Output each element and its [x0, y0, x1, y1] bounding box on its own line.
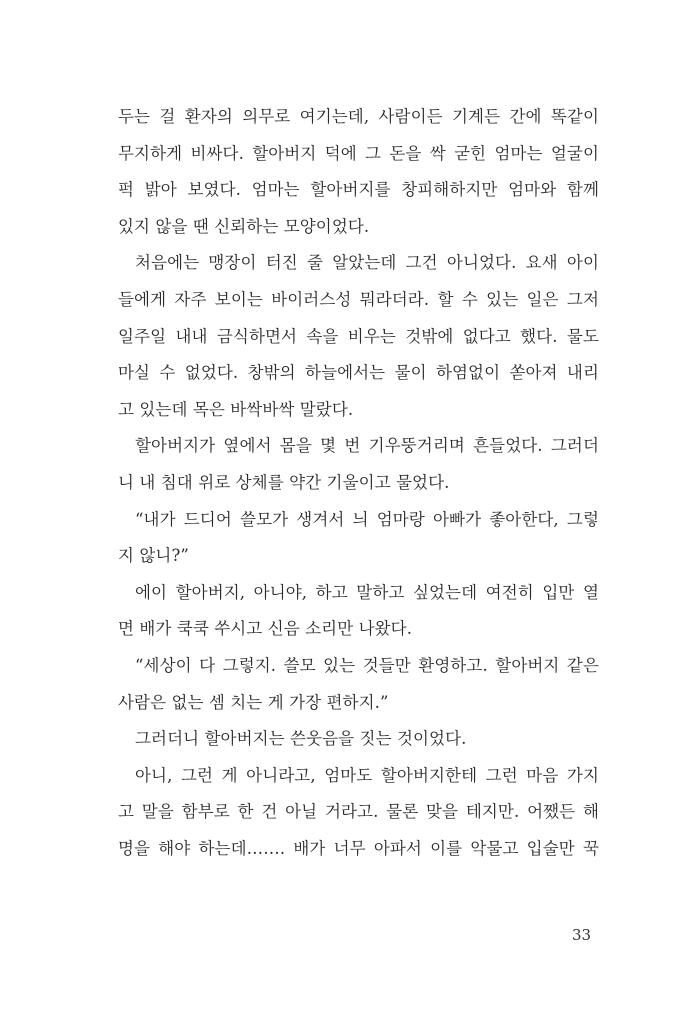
- text-line: 사람은 없는 셈 치는 게 가장 편하지.”: [118, 692, 389, 712]
- text-line: 일주일 내내 금식하면서 속을 비우는 것밖에 없다고 했다. 물도: [118, 326, 599, 346]
- text-line: 니 내 침대 위로 상체를 약간 기울이고 물었다.: [118, 472, 450, 492]
- paragraph: [118, 758, 599, 868]
- text-line: 마실 수 없었다. 창밖의 하늘에서는 물이 하염없이 쏟아져 내리: [118, 363, 599, 383]
- text-line: 할아버지가 옆에서 몸을 몇 번 기우뚱거리며 흔들었다. 그러더: [135, 436, 599, 456]
- text-line: 두는 걸 환자의 의무로 여기는데, 사람이든 기계든 간에 똑같이: [118, 107, 599, 126]
- body-text: [118, 99, 599, 867]
- paragraph: [118, 575, 599, 648]
- text-line: 에이 할아버지, 아니야, 하고 말하고 싶었는데 여전히 입만 열: [135, 582, 599, 602]
- text-line: 들에게 자주 보이는 바이러스성 뭐라더라. 할 수 있는 일은 그저: [118, 289, 599, 309]
- paragraph: [118, 721, 599, 758]
- text-line: 퍽 밝아 보였다. 엄마는 할아버지를 창피해하지만 엄마와 함께: [118, 180, 599, 200]
- text-line: 처음에는 맹장이 터진 줄 알았는데 그건 아니었다. 요새 아이: [135, 253, 599, 273]
- text-line: 있지 않을 땐 신뢰하는 모양이었다.: [118, 216, 370, 236]
- text-line: 아니, 그런 게 아니라고, 엄마도 할아버지한테 그런 마음 가지: [135, 765, 599, 785]
- text-line: “세상이 다 그렇지. 쓸모 있는 것들만 환영하고. 할아버지 같은: [135, 655, 599, 675]
- text-line: 고 말을 함부로 한 건 아닐 거라고. 물론 맞을 테지만. 어쨌든 해: [118, 802, 599, 822]
- text-line: 명을 해야 하는데……. 배가 너무 아파서 이를 악물고 입술만 꾹: [118, 838, 599, 858]
- text-line: 지 않니?”: [118, 546, 189, 566]
- paragraph: [118, 245, 599, 428]
- paragraph: [118, 428, 599, 501]
- paragraph: [118, 648, 599, 721]
- text-line: 무지하게 비싸다. 할아버지 덕에 그 돈을 싹 굳힌 엄마는 얼굴이: [118, 143, 599, 163]
- text-line: 고 있는데 목은 바싹바싹 말랐다.: [118, 399, 354, 419]
- paragraph: [118, 99, 599, 245]
- text-line: 면 배가 쿡쿡 쑤시고 신음 소리만 나왔다.: [118, 619, 413, 639]
- paragraph: [118, 502, 599, 575]
- text-line: “내가 드디어 쓸모가 생겨서 늬 엄마랑 아빠가 좋아한다, 그렇: [135, 509, 599, 529]
- text-line: 그러더니 할아버지는 쓴웃음을 짓는 것이었다.: [135, 729, 467, 749]
- page-number: 33: [572, 926, 592, 944]
